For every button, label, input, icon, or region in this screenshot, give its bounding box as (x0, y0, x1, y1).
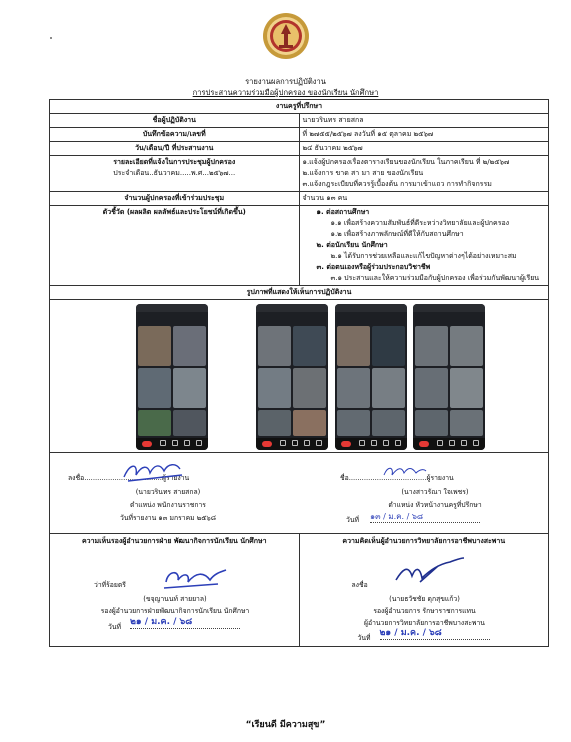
deputy-name: (ขจุญานนท์ สายยาล) (143, 595, 207, 603)
reporter-position: ตำแหน่ง พนักงานราชการ (130, 501, 206, 509)
director-position: รองผู้อำนวยการ รักษาราชการแทน (373, 607, 476, 615)
deputy-date-prefix: วันที่ (108, 623, 121, 631)
deputy-opinion-cell (50, 534, 300, 647)
deputy-sign-prefix: ว่าที่ร้อยตรี (94, 581, 126, 589)
director-opinion-heading: ความคิดเห็นผู้อำนวยการวิทยาลัยการอาชีพบางสะพาน (342, 537, 506, 545)
indicator-list (299, 206, 549, 286)
detail-label-cell (50, 156, 300, 192)
head-teacher-date-prefix: วันที่ (346, 516, 359, 524)
photo-label: รูปภาพที่แสดงให้เห็นการปฏิบัติงาน (50, 286, 549, 300)
detail-month: ประจำเดือน..ธันวาคม.....พ.ศ...๒๕๖๗... (113, 169, 236, 177)
detail-label: รายละเอียดที่แจ้งในการประชุมผู้ปกครอง (113, 158, 236, 166)
indicator-heading: ๓. ต่อตนเองหรือผู้ร่วมประกอบวิชาชีพ (316, 263, 431, 271)
meeting-screenshot (335, 304, 407, 450)
name-label: ชื่อผู้ปฏิบัติงาน (50, 114, 300, 128)
report-table (49, 99, 549, 647)
detail-item: ๒.แจ้งการ ขาด สา มา สาย ของนักเรียน (302, 169, 424, 177)
detail-item: ๓.แจ้งกฎระเบียบที่ควรรู้เบื้องต้น การมาเข้าแถว การทำกิจกรรม (302, 180, 492, 188)
college-motto: “เรียนดี มีความสุข” (245, 720, 326, 730)
indicator-label: ตัวชี้วัด (ผลผลิต ผลลัพธ์และประโยชน์ที่เกิดขึ้น) (50, 206, 300, 286)
college-seal-icon (262, 12, 310, 60)
count-value: จำนวน ๑๓ คน (299, 192, 549, 206)
photo-strip (50, 300, 548, 452)
scan-speck (50, 37, 52, 39)
name-value: นายวรินทร สายสกล (299, 114, 549, 128)
deputy-signature-icon (160, 566, 230, 592)
deputy-date: ๒๑ / ม.ค. / ๖๘ (130, 617, 240, 629)
reporter-signature-icon (120, 459, 190, 485)
photo-cell (50, 300, 549, 453)
director-name: (นายธวัชชัย ดุกสุขแก้ว) (389, 595, 460, 603)
indicator-heading: ๑. ต่อสถานศึกษา (316, 208, 370, 216)
deputy-position: รองผู้อำนวยการฝ่ายพัฒนากิจการนักเรียน นักศึกษา (100, 607, 250, 615)
head-teacher-position: ตำแหน่ง หัวหน้างานครูที่ปรึกษา (388, 501, 482, 509)
detail-item: ๑.แจ้งผู้ปกครองเรื่องตารางเรียนของนักเรียน ในภาคเรียน ที่ ๒/๒๕๖๗ (302, 158, 510, 166)
director-signature-icon (390, 556, 470, 586)
report-subtitle: การประสานความร่วมมือผู้ปกครอง ของนักเรียน นักศึกษา (192, 88, 379, 97)
meeting-screenshot (413, 304, 485, 450)
indicator-item: ๓.๑ ประสานและให้ความร่วมมือกับผู้ปกครอง เพื่อร่วมกันพัฒนาผู้เรียน (330, 274, 540, 282)
director-date-prefix: วันที่ (357, 634, 371, 642)
director-opinion-cell (299, 534, 549, 647)
head-teacher-signature-icon (380, 463, 430, 479)
memo-value: ที่ ๒๗๕๕/๒๕๖๗ ลงวันที่ ๑๕ ตุลาคม ๒๕๖๗ (299, 128, 549, 142)
reporter-sign-line: ลงชื่อ....................................ผู้รายงาน (68, 474, 190, 482)
date-value: ๒๔ ธันวาคม ๒๕๖๗ (299, 142, 549, 156)
report-title: รายงานผลการปฏิบัติงาน (245, 77, 326, 86)
indicator-item: ๒.๑ ได้รับการช่วยเหลือและแก้ไขปัญหาต่างๆได้อย่างเหมาะสม (330, 252, 517, 260)
meeting-screenshot (136, 304, 208, 450)
memo-label: บันทึกข้อความ/เลขที่ (50, 128, 300, 142)
signature-row (50, 453, 549, 534)
indicator-item: ๑.๒ เพื่อสร้างภาพลักษณ์ที่ดีให้กับสถานศึกษา (330, 230, 464, 238)
deputy-opinion-heading: ความเห็นรองผู้อำนวยการฝ่าย พัฒนากิจการนักเรียน นักศึกษา (81, 537, 267, 545)
section-title: งานครูที่ปรึกษา (50, 100, 549, 114)
head-teacher-name: (นางสาวรัณา ใจเพชร) (401, 488, 469, 496)
director-date: ๒๑ / ม.ค. / ๖๘ (380, 628, 490, 640)
detail-items (299, 156, 549, 192)
director-sign-prefix: ลงชื่อ (351, 581, 368, 589)
indicator-item: ๑.๑ เพื่อสร้างความสัมพันธ์ที่ดีระหว่างวิทยาลัยและผู้ปกครอง (330, 219, 510, 227)
director-position-2: ผู้อำนวยการวิทยาลัยการอาชีพบางสะพาน (364, 619, 485, 627)
head-teacher-sign-line: ชื่อ....................................ผู้รายงาน (340, 474, 454, 482)
reporter-date: วันที่รายงาน ๑๓ มกราคม ๒๕๖๘ (120, 514, 216, 522)
count-label: จำนวนผู้ปกครองที่เข้าร่วมประชุม (50, 192, 300, 206)
indicator-heading: ๒. ต่อนักเรียน นักศึกษา (316, 241, 388, 249)
meeting-screenshot (256, 304, 328, 450)
date-label: วัน/เดือน/ปี ที่ประสานงาน (50, 142, 300, 156)
head-teacher-date: ๑๓ / ม.ค. / ๖๘ (370, 511, 480, 523)
reporter-name: (นายวรินทร สายสกล) (135, 488, 201, 496)
